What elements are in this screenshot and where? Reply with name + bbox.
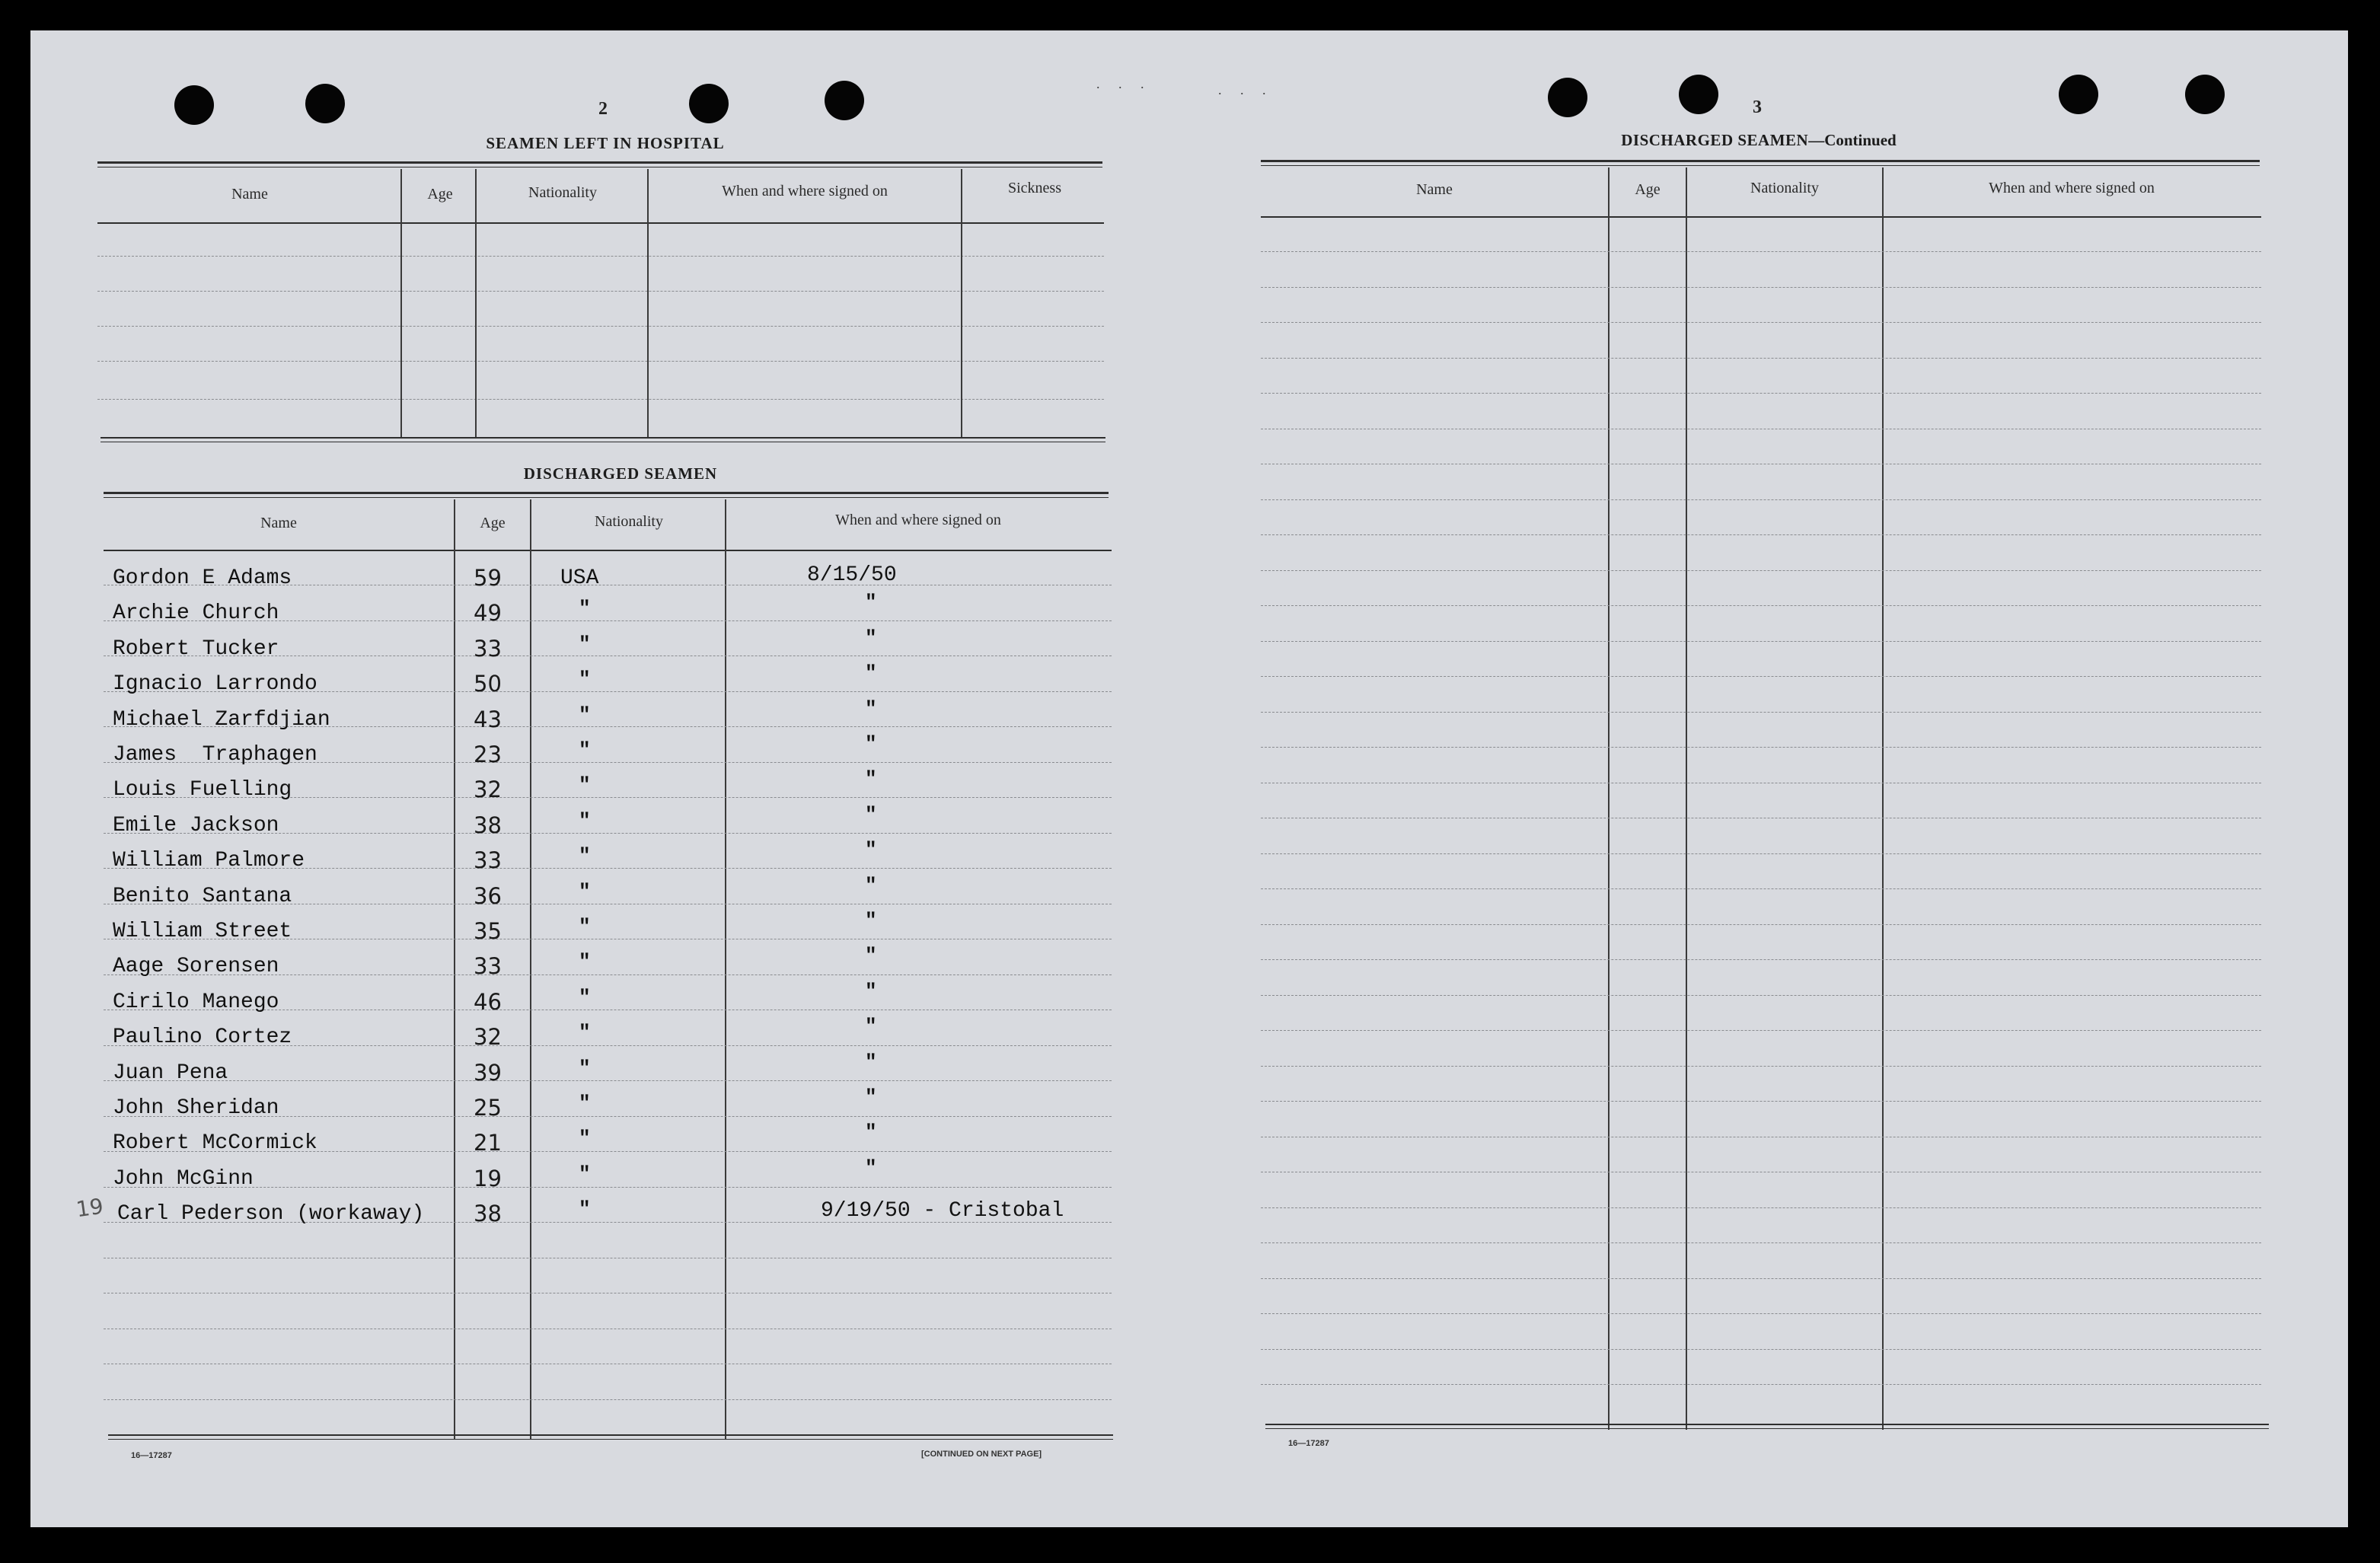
right-col-signed: When and where signed on [1989,180,2155,196]
right-row-rule [1261,747,2261,748]
seaman-nationality: " [579,703,591,726]
right-col-name: Name [1416,181,1453,198]
hospital-col-name: Name [231,186,268,203]
right-row-rule [1261,888,2261,889]
seaman-nationality: " [579,668,591,691]
seaman-age: 39 [474,1060,502,1086]
paper-specks: . . . [1218,82,1274,97]
document-sheet [30,30,2348,1527]
seaman-name: Juan Pena [113,1061,228,1085]
discharged-row-rule [104,1399,1112,1400]
right-row-rule [1261,1242,2261,1243]
right-row-rule [1261,641,2261,642]
hospital-col-divider [475,169,477,437]
right-row-rule [1261,1384,2261,1385]
seaman-name: William Street [113,920,292,943]
seaman-name: James Traphagen [113,743,317,767]
seaman-name: William Palmore [113,849,305,872]
discharged-section-title: DISCHARGED SEAMEN [523,464,718,483]
seaman-signed-on: " [865,767,877,790]
seaman-age: 49 [474,600,502,626]
punch-hole [174,85,214,125]
seaman-signed-on: " [865,1086,877,1108]
seaman-signed-on: " [865,627,877,649]
seaman-age: 46 [474,989,502,1015]
seaman-nationality: " [579,880,591,903]
punch-hole [305,84,345,123]
right-row-rule [1261,712,2261,713]
right-row-rule [1261,393,2261,394]
seaman-name: Gordon E Adams [113,566,292,590]
hospital-row-rule [97,291,1104,292]
punch-hole [1679,75,1718,114]
right-row-rule [1261,853,2261,854]
hospital-col-sickness: Sickness [1008,180,1061,196]
right-row-rule [1261,1313,2261,1314]
form-number-left: 16—17287 [131,1451,172,1460]
seaman-name: Robert Tucker [113,637,279,661]
right-row-rule [1261,1066,2261,1067]
right-title-suffix: —Continued [1808,131,1897,149]
seaman-age: 59 [474,565,502,591]
right-row-rule [1261,1278,2261,1279]
seaman-nationality: " [579,597,591,620]
discharged-col-nationality: Nationality [595,513,663,530]
hospital-col-age: Age [427,186,453,203]
right-top-rule-2 [1261,165,2260,166]
seaman-name: Carl Pederson (workaway) [117,1202,425,1226]
seaman-name: Robert McCormick [113,1131,317,1155]
seaman-nationality: " [579,950,591,973]
hospital-header-rule [97,222,1104,224]
seaman-nationality: " [579,1092,591,1115]
right-row-rule [1261,499,2261,500]
hospital-row-rule [97,326,1104,327]
right-bottom-rule [1265,1424,2269,1425]
punch-hole [1548,78,1587,117]
right-row-rule [1261,1101,2261,1102]
right-row-rule [1261,676,2261,677]
seaman-age: 43 [474,707,502,732]
punch-hole [2185,75,2225,114]
seaman-signed-on: " [865,662,877,684]
seaman-age: 36 [474,883,502,909]
seaman-signed-on: " [865,1051,877,1073]
seaman-name: Louis Fuelling [113,778,292,802]
seaman-name: Aage Sorensen [113,955,279,978]
right-row-rule [1261,287,2261,288]
seaman-age: 50 [474,671,502,697]
discharged-top-rule [104,492,1109,494]
right-header-rule [1261,216,2261,218]
right-row-rule [1261,1030,2261,1031]
seaman-signed-on: " [865,732,877,755]
hospital-section-title: SEAMEN LEFT IN HOSPITAL [486,134,725,152]
seaman-nationality: " [579,915,591,938]
seaman-nationality: " [579,1057,591,1080]
hospital-top-rule [97,161,1102,164]
seaman-name: Ignacio Larrondo [113,672,317,696]
seaman-age: 25 [474,1095,502,1121]
right-col-divider [1686,167,1687,1430]
right-row-rule [1261,358,2261,359]
seaman-signed-on: " [865,1121,877,1144]
right-row-rule [1261,959,2261,960]
seaman-age: 33 [474,636,502,662]
seaman-name: Emile Jackson [113,814,279,837]
right-title-main: DISCHARGED SEAMEN [1621,131,1809,149]
discharged-col-divider [454,499,455,1439]
right-row-rule [1261,1207,2261,1208]
seaman-age: 21 [474,1130,502,1156]
seaman-name: John Sheridan [113,1096,279,1120]
paper-specks: . . . [1096,76,1152,91]
hospital-col-divider [400,169,402,437]
hospital-bottom-rule [100,437,1105,439]
seaman-age: 38 [474,1201,502,1226]
seaman-signed-on: " [865,980,877,1003]
punch-hole [2059,75,2098,114]
right-row-rule [1261,995,2261,996]
right-row-rule [1261,534,2261,535]
seaman-nationality: " [579,1021,591,1044]
hospital-row-rule [97,399,1104,400]
right-section-title [1546,131,1972,150]
hospital-col-divider [961,169,962,437]
form-number-right: 16—17287 [1288,1439,1329,1448]
seaman-nationality: " [579,1163,591,1185]
right-bottom-rule-2 [1265,1428,2269,1429]
seaman-age: 35 [474,918,502,944]
seaman-age: 32 [474,777,502,802]
discharged-row-rule [104,1080,1112,1081]
right-col-age: Age [1635,181,1661,198]
seaman-nationality: " [579,986,591,1009]
hospital-col-signed: When and where signed on [722,183,888,199]
page-number-right: 3 [1753,97,1762,117]
seaman-age: 38 [474,812,502,838]
punch-hole [825,81,864,120]
discharged-col-divider [725,499,726,1439]
discharged-top-rule-2 [104,497,1109,498]
seaman-signed-on: " [865,803,877,826]
seaman-nationality: " [579,844,591,867]
hospital-row-rule [97,361,1104,362]
discharged-col-divider [530,499,531,1439]
right-col-nationality: Nationality [1750,180,1819,196]
seaman-nationality: " [579,1127,591,1150]
discharged-header-rule [104,550,1112,551]
page-number-left: 2 [598,99,608,119]
seaman-signed-on: 8/15/50 [807,563,897,587]
seaman-signed-on: " [865,591,877,614]
discharged-row-rule [104,1187,1112,1188]
right-col-divider [1608,167,1610,1430]
seaman-name: Paulino Cortez [113,1026,292,1049]
seaman-name: John McGinn [113,1167,254,1191]
discharged-col-signed: When and where signed on [835,512,1001,528]
punch-hole [689,84,729,123]
right-row-rule [1261,1349,2261,1350]
seaman-signed-on: " [865,838,877,861]
right-row-rule [1261,924,2261,925]
hospital-row-rule [97,256,1104,257]
hospital-col-divider [647,169,649,437]
right-row-rule [1261,605,2261,606]
seaman-signed-on: " [865,1156,877,1179]
seaman-signed-on: " [865,909,877,932]
seaman-signed-on: " [865,1015,877,1038]
discharged-col-age: Age [480,515,506,531]
margin-count-annotation: 19 [74,1193,105,1223]
right-top-rule [1261,160,2260,162]
seaman-name: Archie Church [113,601,279,625]
seaman-nationality: " [579,809,591,832]
right-row-rule [1261,322,2261,323]
right-row-rule [1261,570,2261,571]
seaman-age: 32 [474,1024,502,1050]
seaman-age: 33 [474,953,502,979]
seaman-signed-on: " [865,874,877,897]
discharged-bottom-rule [108,1434,1113,1436]
seaman-signed-on: " [865,944,877,967]
seaman-signed-on: 9/19/50 - Cristobal [821,1199,1064,1223]
hospital-col-nationality: Nationality [528,184,597,201]
seaman-age: 19 [474,1166,502,1191]
seaman-name: Michael Zarfdjian [113,708,330,732]
seaman-signed-on: " [865,697,877,720]
seaman-nationality: " [579,1198,591,1220]
continued-note: [CONTINUED ON NEXT PAGE] [921,1450,1042,1459]
right-col-divider [1882,167,1884,1430]
discharged-col-name: Name [260,515,297,531]
seaman-nationality: " [579,774,591,796]
seaman-name: Benito Santana [113,885,292,908]
seaman-name: Cirilo Manego [113,990,279,1014]
right-row-rule [1261,251,2261,252]
seaman-nationality: " [579,633,591,656]
seaman-nationality: USA [560,566,599,590]
seaman-age: 33 [474,847,502,873]
seaman-nationality: " [579,738,591,761]
seaman-age: 23 [474,742,502,767]
discharged-bottom-rule-2 [108,1439,1113,1440]
